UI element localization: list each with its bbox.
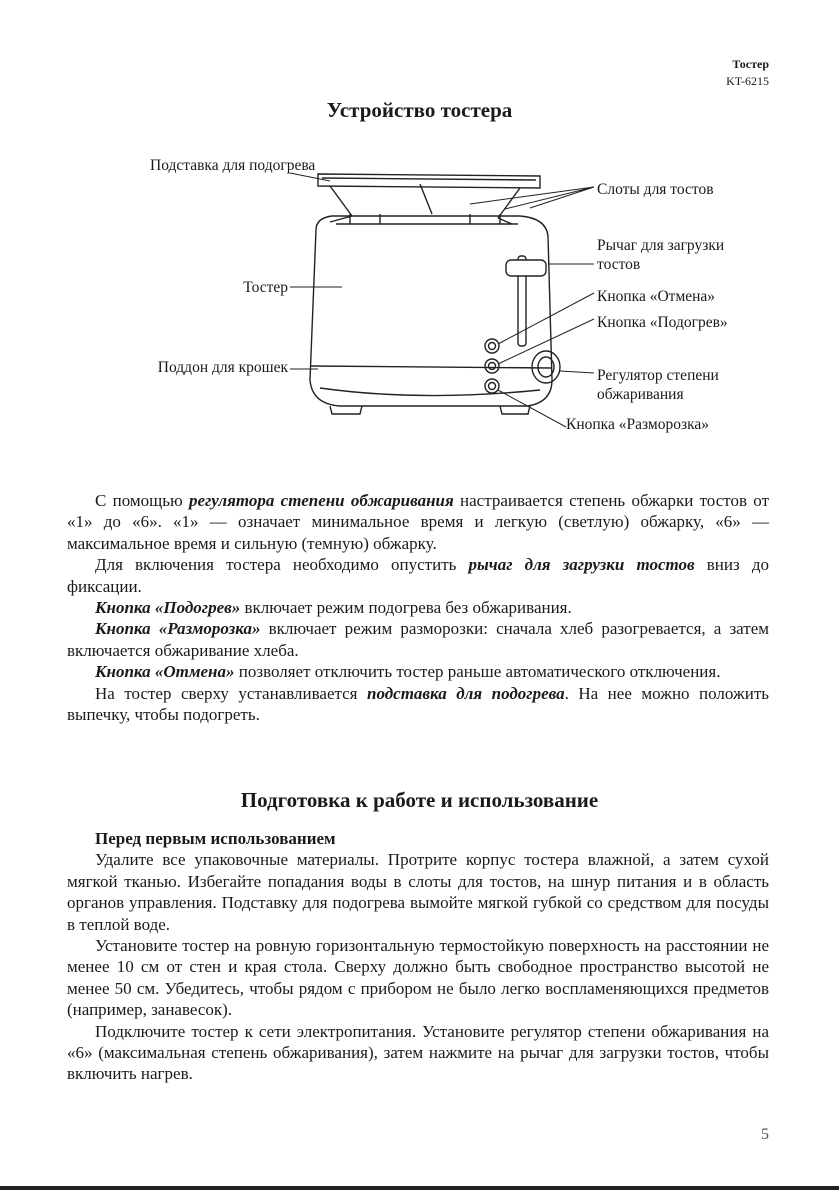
emphasis: Кнопка «Подогрев»	[95, 598, 241, 618]
text-run: настраивается степень обжарки тостов от «1» до «6». «1» — означает минимальное время и легкую (светлую) обжарку, «6» — максимальное время и сильную (темную) обжарку.	[67, 491, 769, 553]
text-run: На тостер сверху устанавливается	[95, 683, 367, 703]
paragraph-lever	[67, 554, 769, 597]
page-header	[726, 56, 769, 90]
paragraph-defrost	[67, 618, 769, 661]
page-number: 5	[761, 1126, 769, 1143]
header-model: KT-6215	[726, 74, 769, 88]
header-product: Тостер	[732, 57, 769, 71]
label-crumb-tray: Поддон для крошек	[157, 359, 288, 376]
emphasis: регулятора степени обжаривания	[188, 491, 454, 510]
section-title-preparation: Подготовка к работе и использование	[240, 788, 599, 812]
toaster-diagram	[0, 140, 839, 460]
subsection-title: Перед первым использованием	[95, 829, 336, 848]
paragraph-warming-rack	[67, 683, 769, 726]
label-cancel-button: Кнопка «Отмена»	[597, 288, 716, 305]
section-title-device: Устройство тостера	[326, 98, 513, 122]
label-browning-control: Регулятор степени обжаривания	[597, 367, 719, 403]
text-run: Для включения тостера необходимо опустить	[95, 555, 469, 575]
label-toast-slots: Слоты для тостов	[597, 181, 714, 198]
label-lever: Рычаг для загрузки тостов	[597, 237, 725, 273]
paragraph-first-use: Подключите тостер к сети электропитания. Установите регулятор степени обжаривания на «6» (максимальная степень обжаривания), затем нажмите на рычаг для загрузки тостов, чтобы включить нагрев.	[67, 1021, 769, 1084]
label-defrost-button: Кнопка «Разморозка»	[566, 416, 709, 433]
label-warming-rack: Подставка для подогрева	[150, 157, 316, 174]
emphasis: Кнопка «Разморозка»	[95, 619, 261, 639]
paragraph-browning	[67, 490, 769, 554]
emphasis: рычаг для загрузки тостов	[468, 555, 695, 575]
paragraph-placement: Установите тостер на ровную горизонтальную термостойкую поверхность на расстоянии не менее 10 см от стен и края стола. Сверху должно быть свободное пространство высотой не менее 50 см. Убедитесь, чтобы рядом с прибором не было легко воспламеняющихся предметов (например, занавесок).	[67, 936, 769, 1020]
device-description	[67, 490, 769, 725]
text-run: включает режим подогрева без обжаривания.	[240, 598, 572, 618]
text-run: С помощью	[95, 491, 189, 510]
text-run: вниз до фиксации.	[67, 555, 769, 596]
preparation-text	[67, 828, 769, 1085]
label-toaster: Тостер	[243, 279, 288, 296]
emphasis: подставка для подогрева	[367, 683, 565, 703]
text-run: . На нее можно положить выпечку, чтобы подогреть.	[67, 683, 770, 725]
paragraph-cancel	[67, 661, 769, 682]
bottom-rule	[0, 1186, 839, 1190]
paragraph-unpack: Удалите все упаковочные материалы. Протрите корпус тостера влажной, а затем сухой мягкой тканью. Избегайте попадания воды в слоты для тостов, на шнур питания и в область органов управления. Подставку для подогрева вымойте мягкой губкой со средством для посуды в теплой воде.	[67, 850, 769, 934]
label-reheat-button: Кнопка «Подогрев»	[597, 314, 728, 331]
text-run: включает режим разморозки: сначала хлеб разогревается, а затем включается обжаривание хлеба.	[67, 619, 770, 660]
paragraph-reheat	[67, 597, 769, 618]
text-run: позволяет отключить тостер раньше автоматического отключения.	[234, 662, 721, 682]
emphasis: Кнопка «Отмена»	[95, 662, 235, 682]
